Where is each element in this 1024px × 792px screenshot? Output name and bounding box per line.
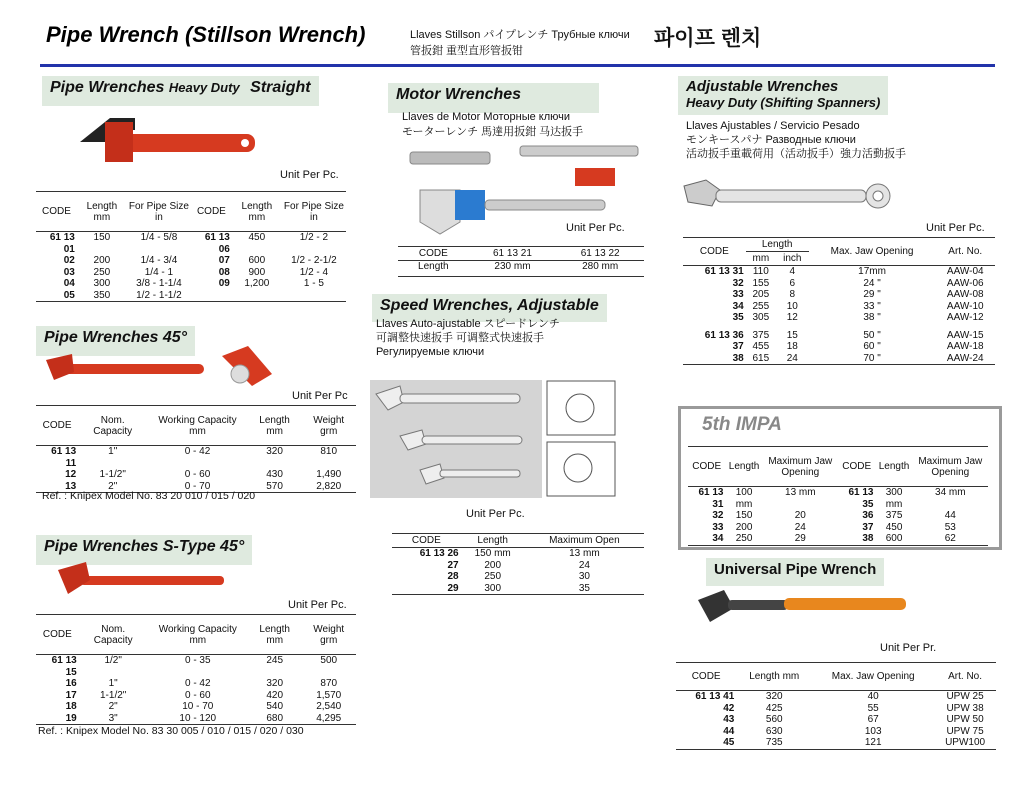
table-impa bbox=[688, 446, 988, 546]
code-value: 61 13 21 bbox=[493, 248, 532, 259]
cell-code: 44 bbox=[723, 725, 735, 737]
table-row bbox=[392, 571, 644, 583]
cell: 20 bbox=[794, 510, 806, 521]
cell: 1 - 5 bbox=[303, 278, 324, 289]
cell: 18 bbox=[786, 341, 798, 352]
cell: 320 bbox=[765, 691, 783, 702]
cell-code: 61 13 15 bbox=[51, 655, 77, 678]
cell: 29 " bbox=[863, 289, 881, 300]
table-row bbox=[36, 232, 346, 256]
cell: 17mm bbox=[858, 266, 886, 277]
cell: 680 bbox=[266, 712, 284, 724]
cell: 1/2" bbox=[104, 655, 122, 666]
cell: 900 bbox=[248, 266, 266, 278]
cell: 55 bbox=[867, 702, 879, 714]
col-nom-capacity: Nom. Capacity bbox=[93, 414, 133, 437]
cell: 1-1/2" bbox=[99, 469, 126, 480]
section-header-straight bbox=[42, 76, 319, 106]
section-header-adjustable bbox=[678, 76, 888, 115]
cell: 250 bbox=[93, 266, 111, 278]
table-row bbox=[392, 548, 644, 560]
cell-code: 34 bbox=[732, 300, 744, 312]
col-pipe-size: For Pipe Size in bbox=[128, 200, 189, 223]
cell: 1/2 - 2-1/2 bbox=[291, 255, 337, 266]
table-row bbox=[688, 522, 988, 534]
cell: 205 bbox=[752, 289, 770, 300]
cell: 350 bbox=[93, 289, 111, 301]
table-row bbox=[36, 469, 356, 481]
unit-label: Unit Per Pc. bbox=[566, 222, 625, 234]
cell: 1/4 - 3/4 bbox=[140, 255, 178, 266]
col-max-jaw: Maximum Jaw Opening bbox=[768, 455, 833, 478]
cell: AAW-08 bbox=[946, 289, 984, 300]
col-art-no: Art. No. bbox=[948, 246, 983, 257]
cell-code: 08 bbox=[218, 266, 230, 278]
pipe-wrench-straight-icon bbox=[75, 112, 265, 174]
table-row bbox=[688, 487, 988, 511]
cell: 500 bbox=[320, 655, 338, 666]
cell: 300 bbox=[93, 278, 111, 289]
cell: 430 bbox=[266, 469, 283, 480]
cell: 70 " bbox=[863, 352, 881, 364]
cell-code: 17 bbox=[65, 689, 77, 701]
col-length: Length bbox=[746, 238, 809, 252]
cell-code: 61 13 31 bbox=[698, 487, 724, 510]
table-row bbox=[36, 278, 346, 290]
cell: 150 bbox=[735, 510, 753, 521]
unit-label: Unit Per Pc. bbox=[288, 599, 347, 611]
cell: 560 bbox=[765, 714, 783, 725]
cell: 1/2 - 4 bbox=[299, 266, 329, 278]
cell-code: 28 bbox=[447, 571, 459, 582]
cell: 305 bbox=[752, 312, 770, 323]
cell: 1,570 bbox=[316, 689, 342, 701]
reference-note: Ref. : Knipex Model No. 83 20 010 / 015 / 020 bbox=[42, 490, 256, 502]
cell: 0 - 60 bbox=[184, 689, 211, 701]
cell: 29 bbox=[794, 533, 806, 544]
reference-note: Ref. : Knipex Model No. 83 30 005 / 010 / 015 / 020 / 030 bbox=[38, 725, 304, 737]
impa-title: 5th IMPA bbox=[702, 414, 782, 435]
cell-code: 61 13 06 bbox=[204, 232, 230, 255]
table-row bbox=[676, 703, 996, 715]
cell: 8 bbox=[789, 289, 796, 300]
col-length: Length bbox=[728, 461, 760, 472]
multilang-line: Llaves Ajustables / Servicio Pesado bbox=[686, 120, 860, 132]
cell-code: 33 bbox=[712, 521, 724, 533]
row-label: CODE bbox=[418, 248, 448, 259]
cell: 60 " bbox=[863, 341, 881, 352]
cell: 24 bbox=[578, 559, 590, 571]
cell: 200 bbox=[735, 521, 753, 533]
col-working-capacity: Working Capacity mm bbox=[158, 623, 237, 646]
table-row bbox=[36, 255, 346, 267]
section-subtitle: Heavy Duty (Shifting Spanners) bbox=[686, 95, 881, 110]
cell: 44 bbox=[944, 510, 956, 521]
cell: 870 bbox=[320, 678, 338, 689]
cell: 570 bbox=[266, 480, 283, 492]
cell: 1/2 - 1-1/2 bbox=[136, 289, 182, 301]
cell: UPW 38 bbox=[946, 702, 984, 714]
cell: 24 bbox=[786, 352, 798, 364]
adjustable-wrench-icon bbox=[682, 176, 897, 218]
cell: 53 bbox=[944, 521, 956, 533]
cell: 3/8 - 1-1/4 bbox=[136, 278, 182, 289]
cell-code: 18 bbox=[65, 701, 77, 712]
section-title: Speed Wrenches, Adjustable bbox=[380, 297, 599, 314]
cell-code: 03 bbox=[63, 266, 75, 278]
cell: 1/2 - 2 bbox=[299, 232, 329, 243]
header-divider bbox=[40, 64, 995, 67]
col-art-no: Art. No. bbox=[948, 671, 983, 682]
cell-code: 61 13 41 bbox=[695, 691, 735, 702]
col-working-capacity: Working Capacity mm bbox=[158, 414, 237, 437]
col-mm: mm bbox=[752, 253, 770, 264]
cell: AAW-06 bbox=[946, 277, 984, 289]
cell-code: 29 bbox=[447, 582, 459, 594]
unit-label: Unit Per Pc. bbox=[466, 508, 525, 520]
cell-code: 02 bbox=[63, 255, 75, 266]
code-value: 61 13 22 bbox=[580, 248, 620, 259]
table-row bbox=[676, 737, 996, 749]
table-row bbox=[36, 655, 356, 679]
table-row bbox=[683, 312, 995, 324]
col-length: Length mm bbox=[241, 200, 273, 223]
section-title: Pipe Wrenches S-Type 45° bbox=[44, 538, 245, 555]
cell: 35 bbox=[578, 582, 590, 594]
table-row bbox=[36, 267, 346, 279]
cell-code: 09 bbox=[218, 278, 230, 289]
length-value: 280 mm bbox=[582, 261, 619, 272]
cell: 300 mm bbox=[885, 487, 903, 510]
table-row bbox=[688, 533, 988, 545]
col-nom-capacity: Nom. Capacity bbox=[93, 623, 133, 646]
cell: 0 - 60 bbox=[184, 469, 211, 480]
col-weight: Weight grm bbox=[313, 414, 345, 437]
cell-code: 36 bbox=[862, 510, 874, 521]
section-header-universal bbox=[706, 558, 884, 586]
multilang-line: Llaves Auto-ajustable スピードレンチ bbox=[376, 318, 560, 330]
cell: 0 - 42 bbox=[184, 446, 211, 457]
cell-code: 12 bbox=[65, 469, 77, 480]
cell-code: 61 13 35 bbox=[848, 487, 874, 510]
cell-code: 32 bbox=[732, 277, 744, 289]
unit-label: Unit Per Pc bbox=[292, 390, 348, 402]
cell-code: 61 13 36 bbox=[704, 329, 744, 341]
cell bbox=[232, 290, 282, 302]
table-row bbox=[36, 290, 346, 302]
cell: 810 bbox=[320, 446, 338, 457]
cell: 2,820 bbox=[316, 480, 342, 492]
korean-title: 파이프 렌치 bbox=[654, 27, 762, 50]
col-code: CODE bbox=[842, 461, 872, 472]
cell: 0 - 42 bbox=[184, 678, 211, 689]
cell: 735 bbox=[765, 737, 783, 748]
cell: 615 bbox=[752, 352, 770, 364]
multilang-line: 活动扳手重載荷用（活动扳手）強力活動扳手 bbox=[686, 148, 906, 160]
table-45 bbox=[36, 405, 356, 493]
cell-code: 16 bbox=[65, 678, 77, 689]
cell: 375 bbox=[752, 329, 770, 341]
col-max-open: Maximum Open bbox=[549, 535, 620, 546]
cell: 0 - 35 bbox=[184, 655, 211, 666]
table-motor bbox=[398, 246, 644, 277]
cell: 6 bbox=[789, 277, 796, 289]
speed-wrench-icon bbox=[370, 380, 542, 498]
cell: UPW 25 bbox=[946, 691, 984, 702]
cell: 425 bbox=[765, 702, 783, 714]
cell: AAW-12 bbox=[946, 312, 984, 323]
multilang-line: 可調整快速扳手 可调整式快速扳手 bbox=[376, 332, 545, 344]
col-code: CODE bbox=[692, 461, 722, 472]
length-value: 230 mm bbox=[494, 261, 531, 272]
section-title: Pipe Wrenches bbox=[50, 79, 165, 96]
cell: 10 - 120 bbox=[179, 712, 217, 724]
cell: 1,200 bbox=[244, 278, 270, 289]
cell: 34 mm bbox=[935, 487, 966, 498]
cell-code: 13 bbox=[65, 480, 77, 492]
table-stype bbox=[36, 614, 356, 725]
table-adjustable bbox=[683, 237, 995, 365]
col-code: CODE bbox=[411, 535, 441, 546]
cell: 450 bbox=[248, 232, 266, 243]
section-header-motor bbox=[388, 83, 599, 113]
cell: 1-1/2" bbox=[100, 689, 127, 701]
section-title: Universal Pipe Wrench bbox=[714, 561, 877, 578]
multilang-line: モーターレンチ 馬達用扳鉗 马达扳手 bbox=[402, 126, 584, 138]
col-max-jaw: Max. Jaw Opening bbox=[830, 246, 914, 257]
cell: 1,490 bbox=[316, 469, 342, 480]
cell: 13 mm bbox=[569, 548, 600, 559]
cell: 1" bbox=[108, 446, 118, 457]
multilang-line: Llaves de Motor Моторные ключи bbox=[402, 111, 571, 123]
section-title: Adjustable Wrenches bbox=[686, 78, 839, 95]
cell: 450 bbox=[885, 521, 903, 533]
table-row bbox=[676, 691, 996, 703]
speed-wrench-usage-icon bbox=[546, 380, 616, 498]
cell-code: 61 13 01 bbox=[49, 232, 75, 255]
cell: 40 bbox=[867, 691, 879, 702]
cell-code: 27 bbox=[447, 559, 459, 571]
cell-code: 19 bbox=[65, 712, 77, 724]
col-length: Length mm bbox=[259, 414, 290, 437]
table-row bbox=[683, 353, 995, 365]
cell: AAW-24 bbox=[946, 352, 984, 364]
col-length: Length bbox=[477, 535, 508, 546]
table-row bbox=[683, 324, 995, 342]
cell: 250 bbox=[484, 571, 502, 582]
cell: 10 bbox=[786, 300, 798, 312]
unit-label: Unit Per Pr. bbox=[880, 642, 937, 654]
col-length: Length mm bbox=[86, 200, 118, 223]
cell-code: 61 13 31 bbox=[704, 266, 744, 277]
cell: 600 bbox=[248, 255, 266, 266]
col-inch: inch bbox=[783, 253, 802, 264]
cell: 540 bbox=[266, 701, 284, 712]
section-title: Pipe Wrenches 45° bbox=[44, 329, 188, 346]
cell: 24 bbox=[794, 521, 806, 533]
cell: 630 bbox=[765, 725, 783, 737]
cell-code: 61 13 11 bbox=[51, 446, 77, 469]
cell: 38 " bbox=[863, 312, 881, 323]
cell-code: 04 bbox=[63, 278, 75, 289]
cell: 110 bbox=[752, 266, 769, 277]
table-row bbox=[688, 510, 988, 522]
cell-code bbox=[191, 290, 232, 302]
col-max-jaw: Max. Jaw Opening bbox=[831, 671, 915, 682]
cell: 200 bbox=[484, 559, 502, 571]
cell: 255 bbox=[752, 300, 770, 312]
table-row bbox=[36, 678, 356, 690]
cell: 2,540 bbox=[316, 701, 342, 712]
cell-code: 45 bbox=[723, 737, 735, 748]
multilang-line: Регулируемые ключи bbox=[376, 346, 485, 358]
cell: 320 bbox=[266, 678, 284, 689]
cell: UPW 50 bbox=[946, 714, 984, 725]
cell: 100 mm bbox=[735, 487, 753, 510]
col-length: Length mm bbox=[259, 623, 290, 646]
cell-code: 37 bbox=[862, 521, 874, 533]
cell: 1/4 - 5/8 bbox=[140, 232, 178, 243]
col-code: CODE bbox=[41, 206, 71, 217]
cell: AAW-15 bbox=[946, 329, 984, 341]
page-title: Pipe Wrench (Stillson Wrench) bbox=[46, 22, 366, 47]
cell-code: 43 bbox=[723, 714, 735, 725]
cell: 10 - 70 bbox=[182, 701, 214, 712]
cell: 320 bbox=[266, 446, 283, 457]
pipe-wrench-stype-icon bbox=[56, 562, 228, 600]
cell: 30 bbox=[578, 571, 590, 582]
multilang-line: モンキースパナ Разводные ключи bbox=[686, 134, 856, 146]
cell: 4,295 bbox=[316, 712, 342, 724]
table-universal bbox=[676, 662, 996, 750]
cell: 50 " bbox=[863, 329, 881, 341]
cell-code: 37 bbox=[732, 341, 744, 352]
cell: 1" bbox=[108, 678, 118, 689]
cell: 150 mm bbox=[474, 548, 511, 559]
cell: 155 bbox=[752, 277, 770, 289]
cell bbox=[282, 290, 346, 302]
cell: 67 bbox=[867, 714, 879, 725]
col-code: CODE bbox=[42, 420, 72, 431]
col-weight: Weight grm bbox=[313, 623, 345, 646]
table-row bbox=[36, 713, 356, 725]
table-row bbox=[683, 301, 995, 313]
cell: 4 bbox=[789, 266, 796, 277]
cell-code: 05 bbox=[63, 289, 75, 301]
cell: 103 bbox=[864, 725, 882, 737]
cell: 600 bbox=[885, 533, 903, 544]
col-code: CODE bbox=[691, 671, 721, 682]
cell: 2" bbox=[108, 480, 118, 492]
cell: 245 bbox=[266, 655, 284, 666]
col-max-jaw: Maximum Jaw Opening bbox=[918, 455, 983, 478]
cell-code: 38 bbox=[732, 352, 744, 364]
cell: 200 bbox=[93, 255, 111, 266]
cell: 24 " bbox=[863, 277, 881, 289]
cell: 455 bbox=[752, 341, 770, 352]
table-row bbox=[683, 289, 995, 301]
cell: 1/4 - 1 bbox=[144, 266, 174, 278]
cell-code: 07 bbox=[218, 255, 230, 266]
cell: 0 - 70 bbox=[184, 480, 211, 492]
cell-code: 32 bbox=[712, 510, 724, 521]
table-row bbox=[683, 341, 995, 353]
table-row bbox=[676, 726, 996, 738]
multilang-line-2: 管扳鉗 重型直形管扳钳 bbox=[410, 45, 524, 57]
table-row bbox=[36, 701, 356, 713]
section-subtitle: Heavy Duty bbox=[168, 80, 240, 95]
section-subtitle-2: Straight bbox=[250, 79, 311, 96]
col-code: CODE bbox=[699, 246, 729, 257]
cell-code: 38 bbox=[862, 533, 874, 544]
section-title: Motor Wrenches bbox=[396, 86, 522, 103]
cell: 12 bbox=[786, 312, 798, 323]
universal-pipe-wrench-icon bbox=[694, 586, 910, 632]
section-header-stype bbox=[36, 535, 252, 565]
cell: 300 bbox=[484, 582, 502, 594]
table-speed bbox=[392, 533, 644, 595]
pipe-wrench-45-jaw-icon bbox=[218, 344, 276, 390]
col-length: Length mm bbox=[749, 671, 800, 682]
table-row bbox=[392, 583, 644, 595]
cell-code: 61 13 26 bbox=[419, 548, 459, 559]
col-code: CODE bbox=[196, 206, 226, 217]
cell: AAW-18 bbox=[946, 341, 984, 352]
cell: 121 bbox=[864, 737, 882, 748]
col-length: Length bbox=[878, 461, 910, 472]
cell: 3" bbox=[108, 712, 118, 724]
table-row bbox=[676, 714, 996, 726]
col-pipe-size: For Pipe Size in bbox=[283, 200, 344, 223]
cell-code: 42 bbox=[723, 702, 735, 714]
table-row bbox=[392, 560, 644, 572]
table-row bbox=[36, 446, 356, 470]
cell: 62 bbox=[944, 533, 956, 544]
cell: UPW100 bbox=[945, 737, 986, 748]
table-row bbox=[683, 266, 995, 278]
table-row bbox=[36, 690, 356, 702]
cell: UPW 75 bbox=[946, 725, 984, 737]
cell: 13 mm bbox=[785, 487, 816, 498]
multilang-line-1: Llaves Stillson パイプレンチ Трубные ключи bbox=[410, 29, 630, 41]
col-code: CODE bbox=[42, 629, 72, 640]
cell: AAW-04 bbox=[946, 266, 984, 277]
cell: 375 bbox=[885, 510, 903, 521]
cell: 15 bbox=[786, 329, 798, 341]
pipe-wrench-45-icon bbox=[44, 352, 209, 386]
unit-label: Unit Per Pc. bbox=[926, 222, 985, 234]
cell: 420 bbox=[266, 689, 284, 701]
cell: AAW-10 bbox=[946, 300, 984, 312]
cell: 150 bbox=[93, 232, 111, 243]
cell: 2" bbox=[108, 701, 118, 712]
cell: 33 " bbox=[863, 300, 881, 312]
unit-label: Unit Per Pc. bbox=[280, 169, 339, 181]
cell-code: 34 bbox=[712, 533, 724, 544]
cell: 250 bbox=[735, 533, 753, 544]
table-straight bbox=[36, 191, 346, 302]
cell-code: 33 bbox=[732, 289, 744, 300]
table-row bbox=[683, 278, 995, 290]
row-label: Length bbox=[418, 261, 449, 272]
cell-code: 35 bbox=[732, 312, 744, 323]
